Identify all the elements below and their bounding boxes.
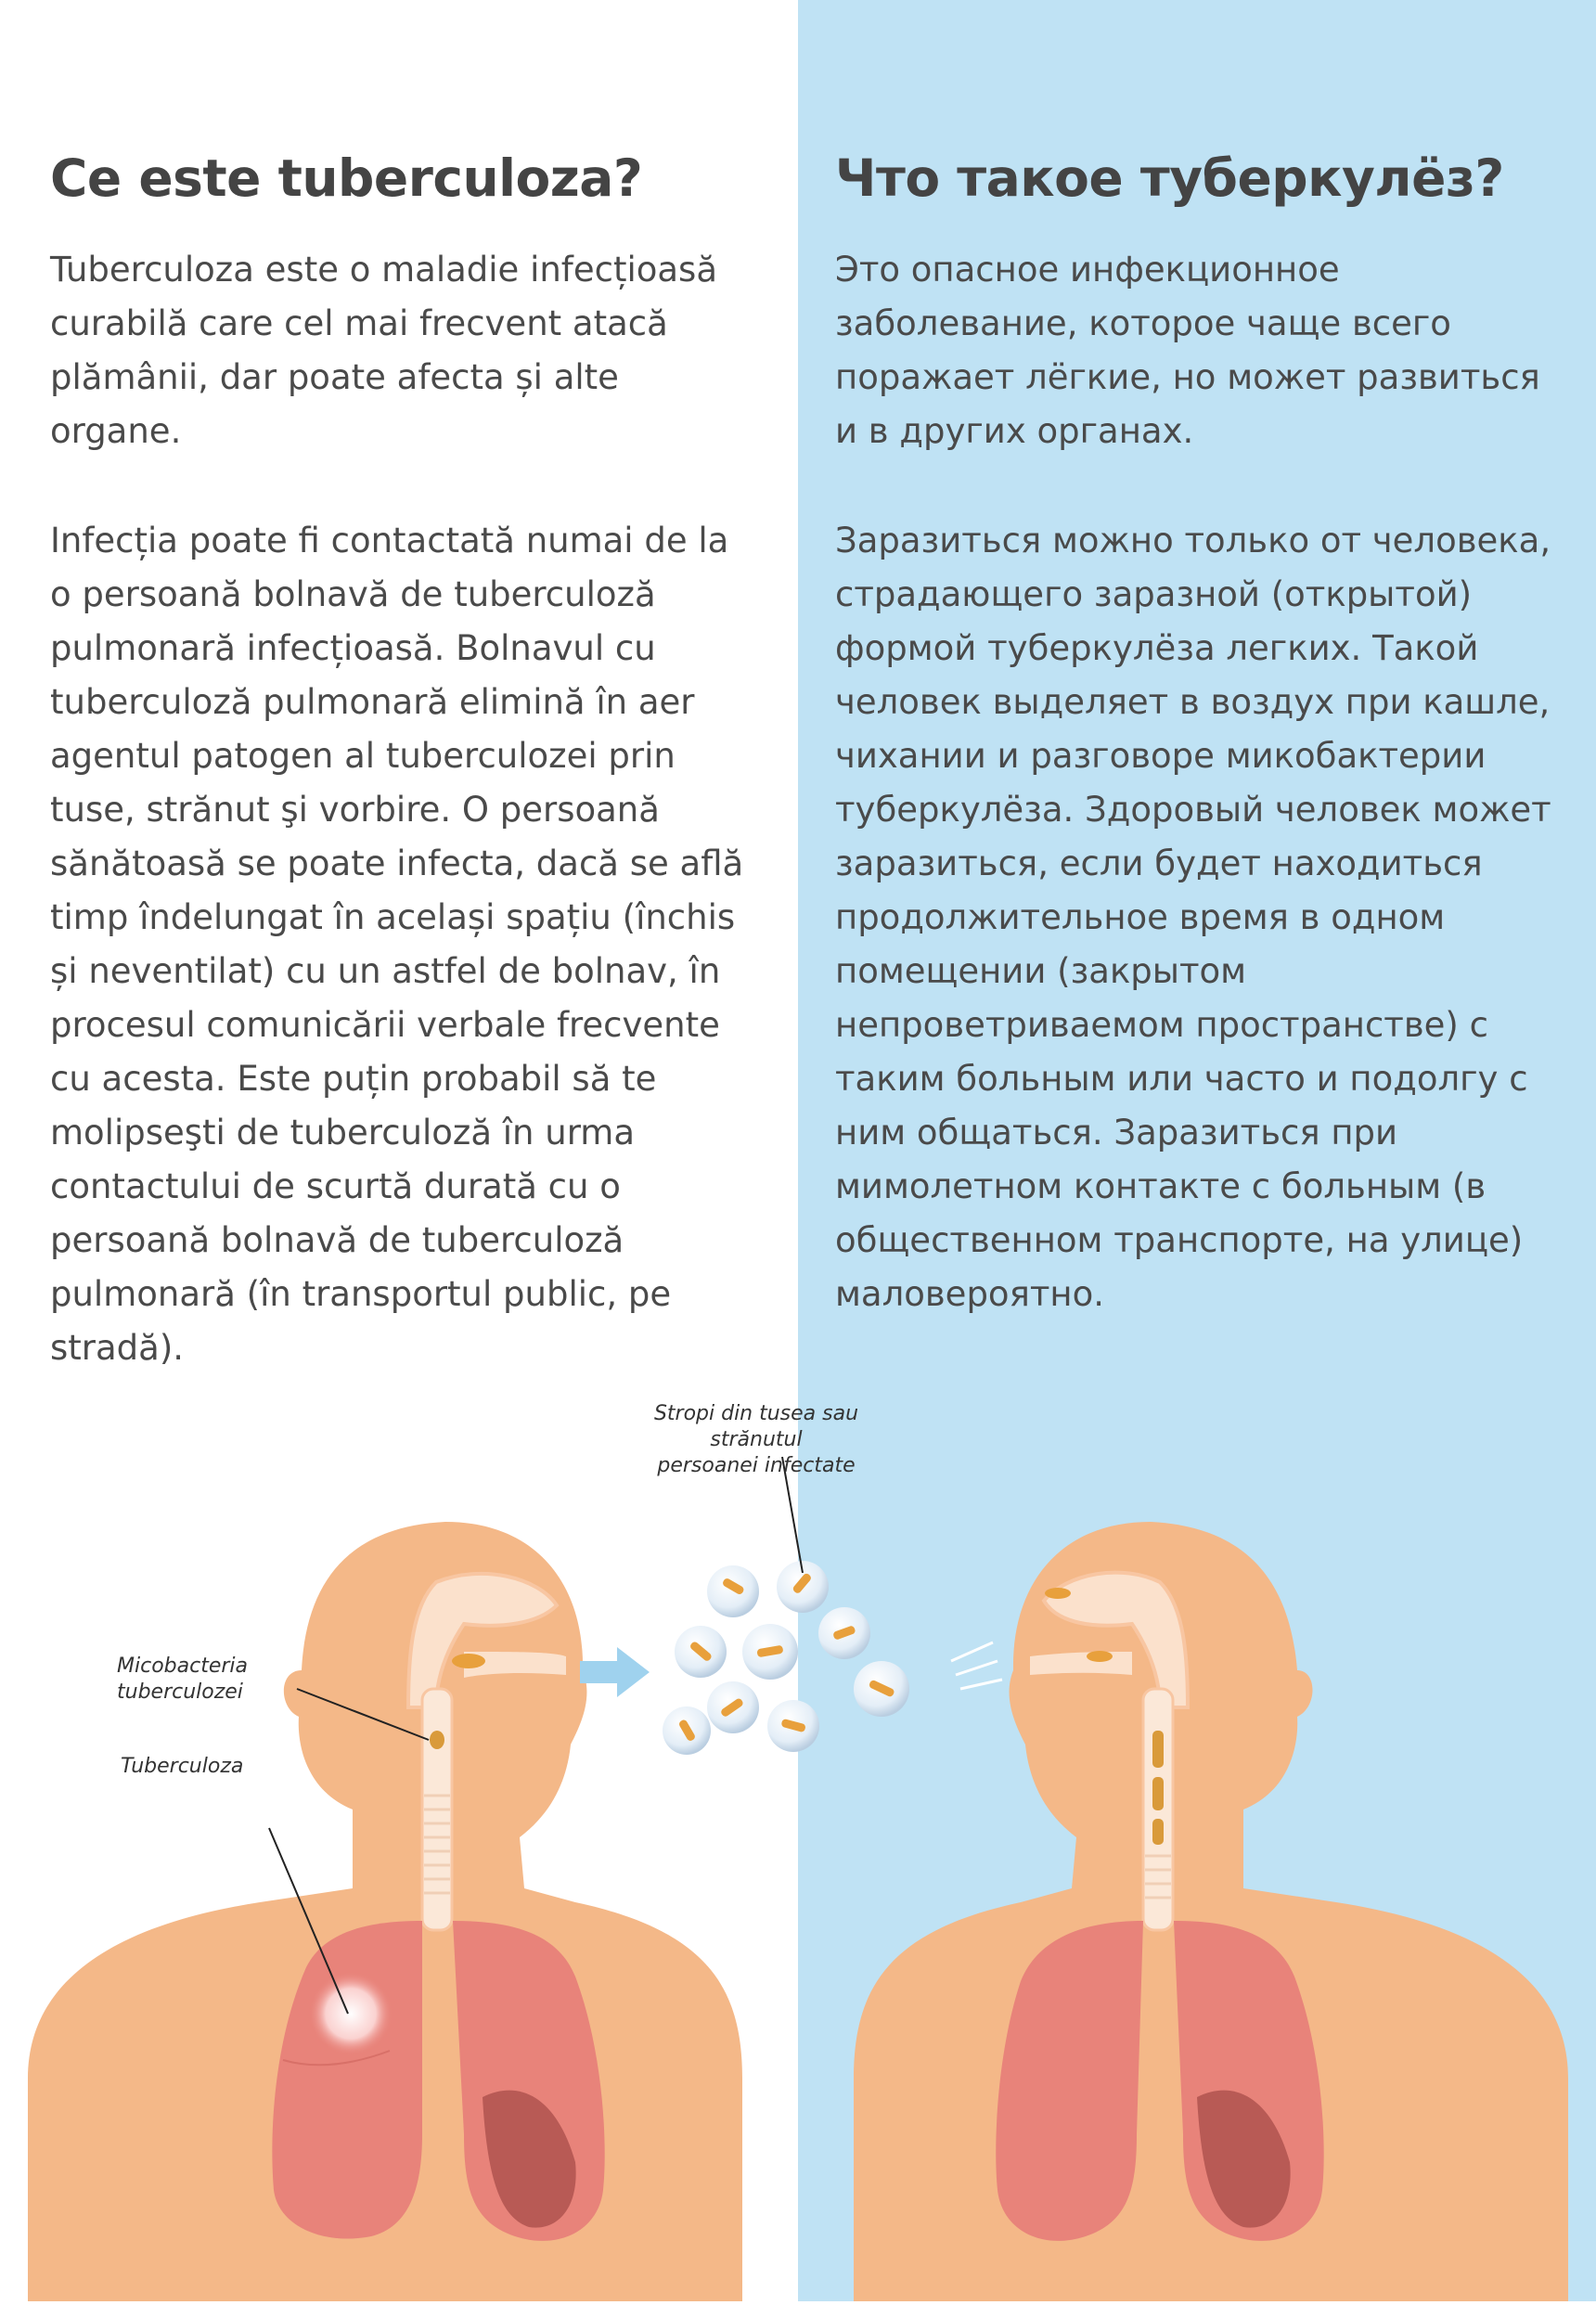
romanian-paragraph-1: Tuberculoza este o maladie infecțioasă curabilă care cel mai frecvent atacă plămânii, dar poate afecta și alte organe. bbox=[50, 250, 717, 451]
infectious-droplets bbox=[663, 1457, 909, 1755]
russian-column bbox=[835, 148, 1559, 1377]
bacteria-label: Micobacteria tuberculozei bbox=[117, 1655, 248, 1704]
droplets-label: Stropi din tusea sau strănutul persoanei infectate bbox=[653, 1402, 859, 1477]
tuberculosis-label: Tuberculoza bbox=[121, 1755, 244, 1778]
romanian-column bbox=[50, 148, 755, 1431]
transmission-illustration bbox=[0, 1373, 1596, 2301]
russian-paragraph-2: Заразиться можно только от человека, страдающего заразной (открытой) формой туберкулёза легких. Такой человек выделяет в воздух при кашле, чихании и разговоре микобактерии туберкулёза. Здоровый человек может заразиться, если будет находиться продолжительное время в одном помещении (закрытом непроветриваемом пространстве) с таким больным или часто и подолгу с ним общаться. Заразиться при мимолетном контакте с больным (в общественном транспорте, на улице) маловероятно. bbox=[835, 521, 1551, 1314]
infected-person-figure bbox=[28, 1522, 742, 2301]
exhale-arrow bbox=[580, 1647, 650, 1697]
russian-title: Что такое туберкулёз? bbox=[835, 148, 1504, 208]
romanian-paragraph-2: Infecția poate fi contactată numai de la o persoană bolnavă de tuberculoză pulmonară infecțioasă. Bolnavul cu tuberculoză pulmonară elimină în aer agentul patogen al tuberculozei prin tuse, strănut şi vorbire. O persoană sănătoasă se poate infecta, dacă se află timp îndelungat în același spațiu (închis și neventilat) cu un astfel de bolnav, în procesul comunicării verbale frecvente cu acesta. Este puțin probabil să te molipseşti de tuberculoză în urma contactului de scurtă durată cu o persoană bolnavă de tuberculoză pulmonară (în transportul public, pe stradă). bbox=[50, 521, 744, 1368]
russian-paragraph-1: Это опасное инфекционное заболевание, которое чаще всего поражает лёгкие, но может развиться и в других органах. bbox=[835, 250, 1540, 451]
romanian-title: Ce este tuberculoza? bbox=[50, 148, 643, 208]
healthy-person-figure bbox=[854, 1522, 1568, 2301]
